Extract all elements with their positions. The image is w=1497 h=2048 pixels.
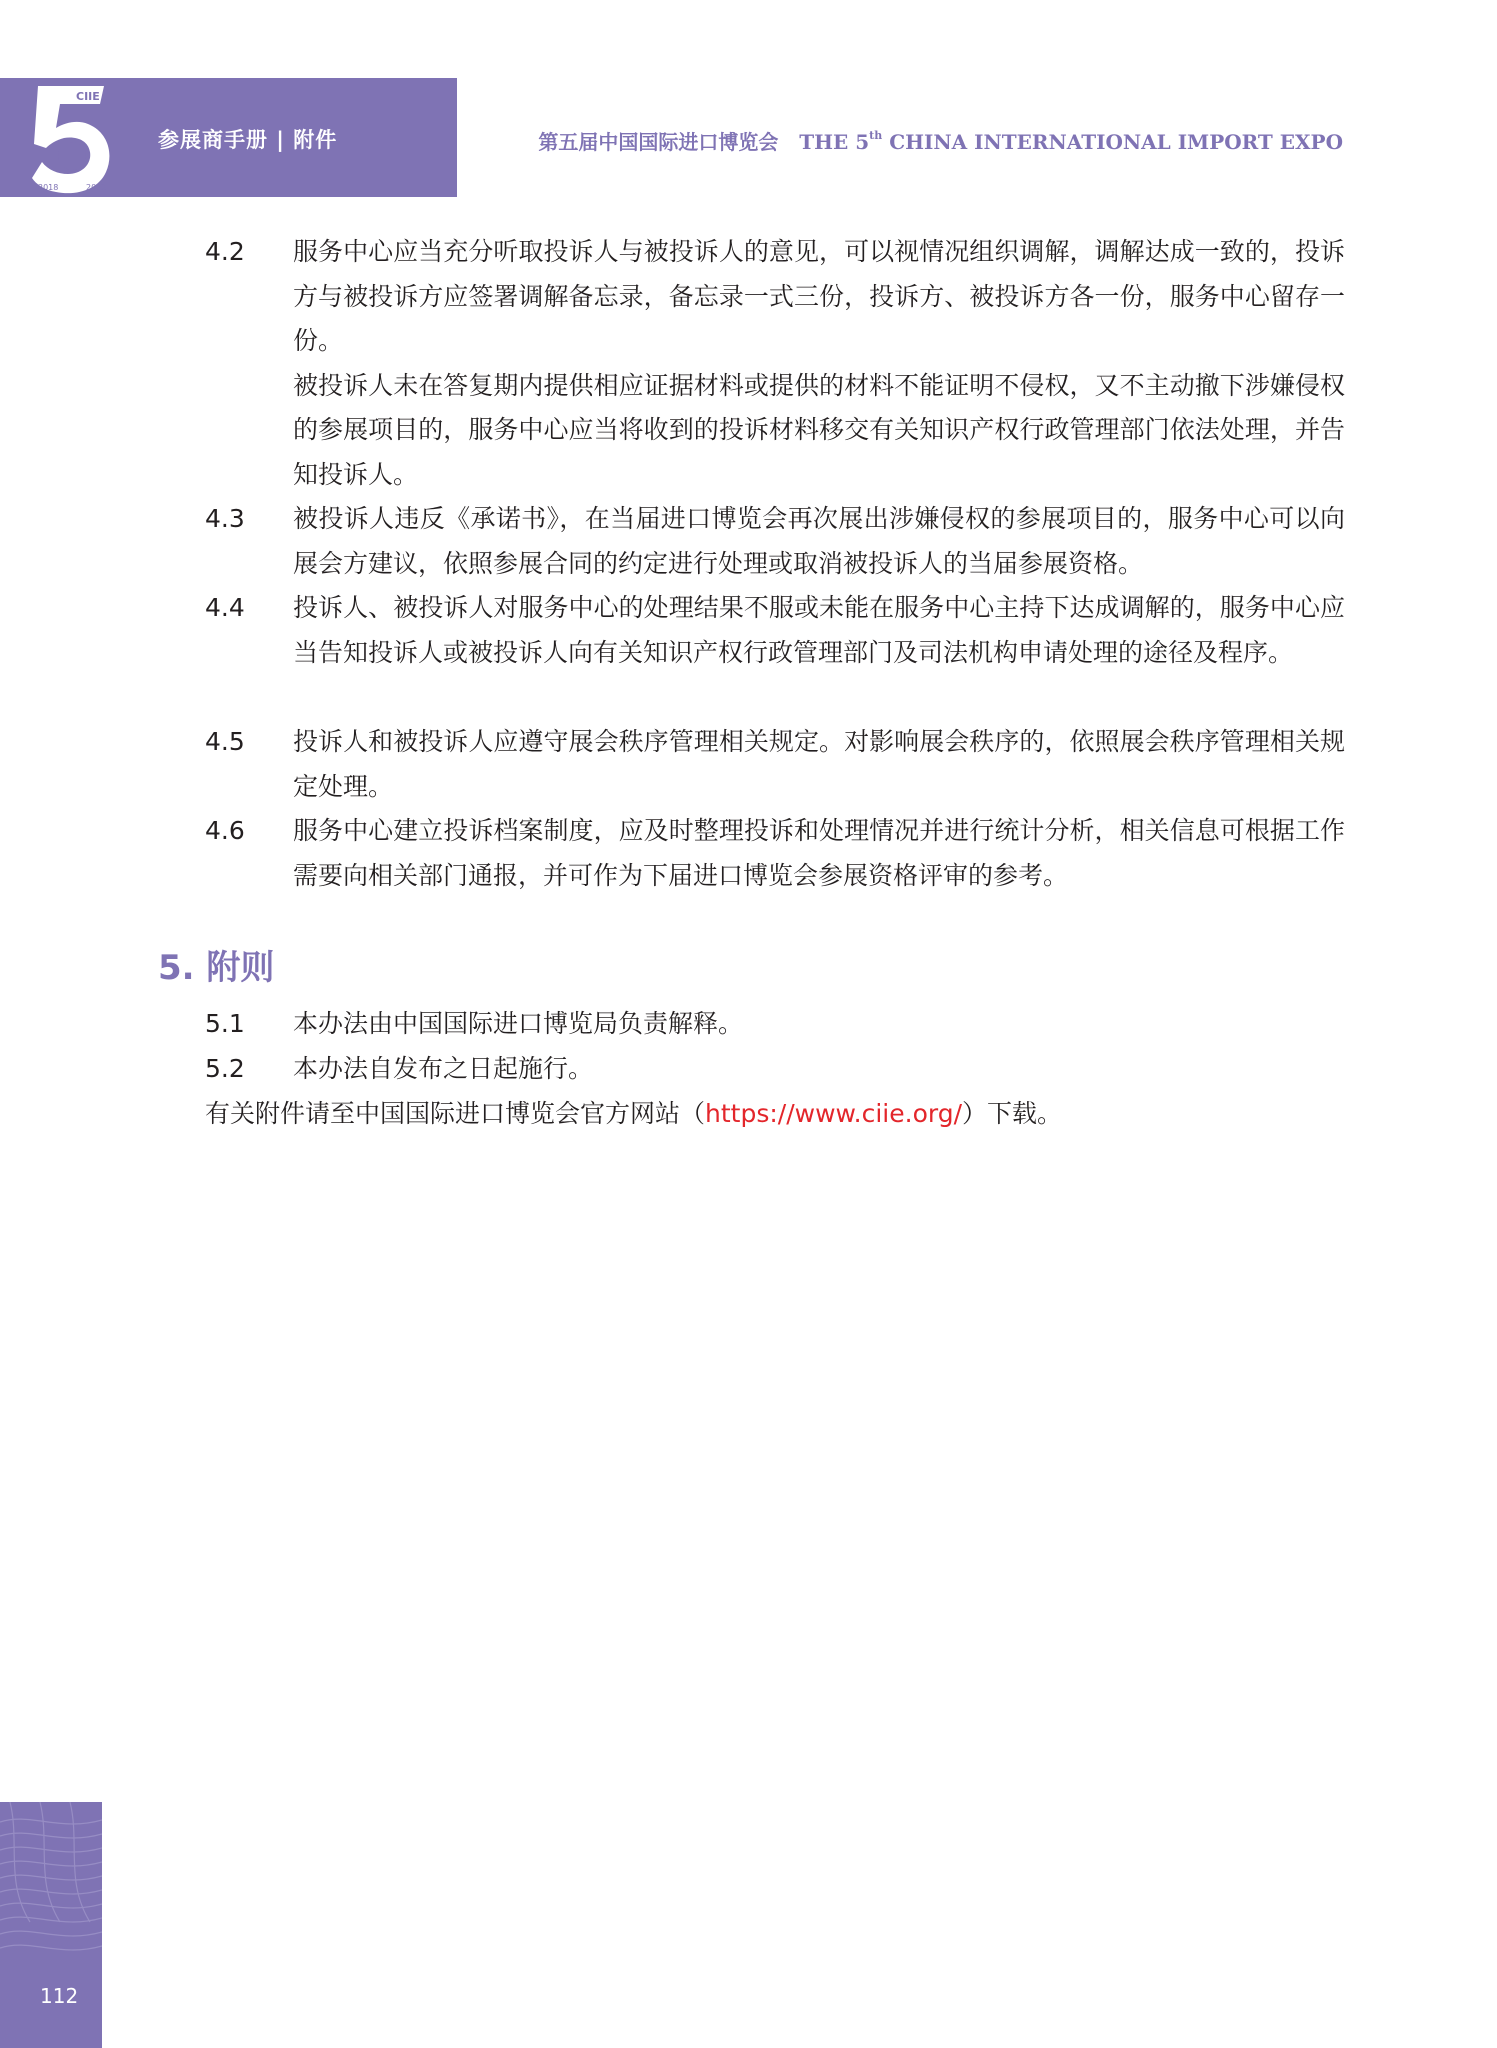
clause-number: 5.2 <box>205 1054 245 1083</box>
clause-text: 投诉人、被投诉人对服务中心的处理结果不服或未能在服务中心主持下达成调解的，服务中心应当告知投诉人或被投诉人向有关知识产权行政管理部门及司法机构申请处理的途径及程序。 <box>293 593 1345 667</box>
clause-number: 4.4 <box>205 593 245 622</box>
clause-number: 4.6 <box>205 816 245 845</box>
clause-text: 投诉人和被投诉人应遵守展会秩序管理相关规定。对影响展会秩序的，依照展会秩序管理相关规定处理。 <box>293 727 1345 801</box>
clause-text: 服务中心建立投诉档案制度，应及时整理投诉和处理情况并进行统计分析，相关信息可根据工作需要向相关部门通报，并可作为下届进口博览会参展资格评审的参考。 <box>293 816 1345 890</box>
note-suffix: ）下载。 <box>962 1099 1063 1128</box>
clause-number: 5.1 <box>205 1009 245 1038</box>
logo-text: CIIE <box>76 90 100 103</box>
logo-year-right: 2022 <box>86 183 107 192</box>
note-prefix: 有关附件请至中国国际进口博览会官方网站（ <box>205 1099 706 1128</box>
section-title-5: 5. 附则 <box>158 948 275 988</box>
clause-text <box>293 230 1345 497</box>
expo-title-en-prefix: THE 5 <box>799 130 870 154</box>
website-link[interactable]: https://www.ciie.org/ <box>705 1099 963 1128</box>
footer-band <box>0 1802 102 2048</box>
clause-text: 被投诉人违反《承诺书》，在当届进口博览会再次展出涉嫌侵权的参展项目的，服务中心可以向展会方建议，依照参展合同的约定进行处理或取消被投诉人的当届参展资格。 <box>293 504 1345 578</box>
clause-text: 本办法由中国国际进口博览局负责解释。 <box>293 1009 744 1038</box>
expo-title-en-suffix: CHINA INTERNATIONAL IMPORT EXPO <box>889 130 1343 154</box>
ciie-logo <box>16 78 126 197</box>
clause-text: 本办法自发布之日起施行。 <box>293 1054 594 1083</box>
logo-year-left: 2018 <box>38 183 59 192</box>
clause-number: 4.3 <box>205 504 245 533</box>
expo-title-en-sup: th <box>869 129 883 143</box>
download-note <box>205 1092 1062 1136</box>
expo-title-cn: 第五届中国国际进口博览会 <box>538 130 779 154</box>
clause-paragraph: 被投诉人未在答复期内提供相应证据材料或提供的材料不能证明不侵权，又不主动撤下涉嫌侵权的参展项目的，服务中心应当将收到的投诉材料移交有关知识产权行政管理部门依法处理，并告知投诉人。 <box>293 370 1345 489</box>
footer-pattern-icon <box>0 1802 102 2048</box>
clause-paragraph: 服务中心应当充分听取投诉人与被投诉人的意见，可以视情况组织调解，调解达成一致的，投诉方与被投诉方应签署调解备忘录，备忘录一式三份，投诉方、被投诉方各一份，服务中心留存一份。 <box>293 237 1345 355</box>
expo-title <box>538 126 1343 155</box>
handbook-title: 参展商手册 | 附件 <box>158 128 338 152</box>
clause-number: 4.2 <box>205 237 245 266</box>
clause-number: 4.5 <box>205 727 245 756</box>
page-number: 112 <box>40 1984 79 2008</box>
